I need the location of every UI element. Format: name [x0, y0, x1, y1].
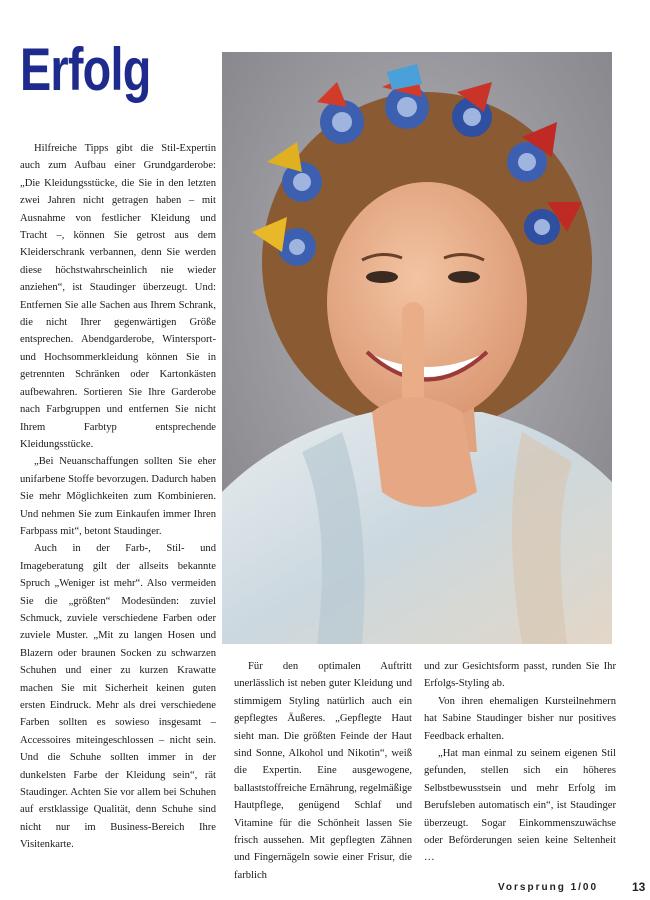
paragraph: „Hat man einmal zu seinem eigenen Stil gefunden, stellen sich ein höheres Selbstbewusstsein und mehr Erfolg im Berufsleben automatisch ein“, ist Staudinger überzeugt. Sogar Einkommenszuwächse oder Beförderungen seien keine Seltenheit …: [424, 748, 616, 864]
text-column-3: [424, 658, 616, 867]
page-number: 13: [632, 880, 646, 894]
magazine-footer: Vorsprung 1/00: [498, 882, 599, 893]
article-title: Erfolg: [20, 36, 151, 103]
paragraph: Für den optimalen Auftritt unerlässlich ist neben guter Kleidung und stimmigem Styling natürlich auch ein gepflegtes Äußeres. „Gepflegte Haut sieht man. Die größten Feinde der Haut sind Sonne, Alkohol und Nikotin“, weiß die Expertin. Eine ausgewogene, ballaststoffreiche Ernährung, regelmäßige Hautpflege, genügend Schlaf und Vitamine für die Schönheit lassen Sie frisch aussehen. Mit gepflegten Zähnen und Fingernägeln sowie einer Frisur, die farblich: [234, 661, 412, 881]
paragraph: und zur Gesichtsform passt, runden Sie Ihr Erfolgs-Styling ab.: [424, 661, 616, 690]
woman-with-hair-curlers-photo: [222, 52, 612, 644]
text-column-2: [234, 658, 412, 884]
paragraph: Hilfreiche Tipps gibt die Stil-Expertin auch zum Aufbau einer Grundgarderobe: „Die Kleidungsstücke, die Sie in den letzten zwei Jahren nicht getragen haben – mit Ausnahme von festlicher Kleidung und Tracht –, können Sie getrost aus dem Kleiderschrank verbannen, denn Sie werden diese höchstwahrscheinlich nie wieder anziehen“, ist Staudinger überzeugt. Und: Entfernen Sie alle Sachen aus Ihrem Schrank, die nicht Ihrer gegenwärtigen Größe entsprechen. Abendgarderobe, Wintersport- und Hochsommerkleidung können Sie in getrennten Schränken oder Kartonkästen aufbewahren. Sortieren Sie Ihre Garderobe nach Farbgruppen und entfernen Sie nicht Ihrem Farbtyp entsprechende Kleidungsstücke.: [20, 143, 216, 450]
paragraph: „Bei Neuanschaffungen sollten Sie eher unifarbene Stoffe bevorzugen. Dadurch haben Sie mehr Möglichkeiten zum Kombinieren. Und nehmen Sie zum Einkaufen immer Ihren Farbpass mit“, betont Staudinger.: [20, 456, 216, 537]
paragraph: Auch in der Farb-, Stil- und Imageberatung gilt der allseits bekannte Spruch „Weniger ist mehr“. Also vermeiden Sie die „größten“ Modesünden: zuviel Schmuck, zuviele verschiedene Farben oder zuviele Muster. „Mit zu langen Hosen und Blazern oder braunen Socken zu schwarzen Schuhen und einer zu kurzen Krawatte machen Sie mit Sicherheit keinen guten ersten Eindruck. Mehr als drei verschiedene Farben sollten es sowieso insgesamt – Accessoires miteingeschlossen – nicht sein. Und die Schuhe sollten immer in der dunkelsten Farbe der Kleidung sein“, rät Staudinger. Achten Sie vor allem bei Schuhen auf erstklassige Qualität, denn Schuhe sind nicht nur im Business-Bereich Ihre Visitenkarte.: [20, 543, 216, 851]
paragraph: Von ihren ehemaligen Kursteilnehmern hat Sabine Staudinger bisher nur positives Feedback erhalten.: [424, 695, 616, 742]
text-column-1: [20, 140, 216, 854]
